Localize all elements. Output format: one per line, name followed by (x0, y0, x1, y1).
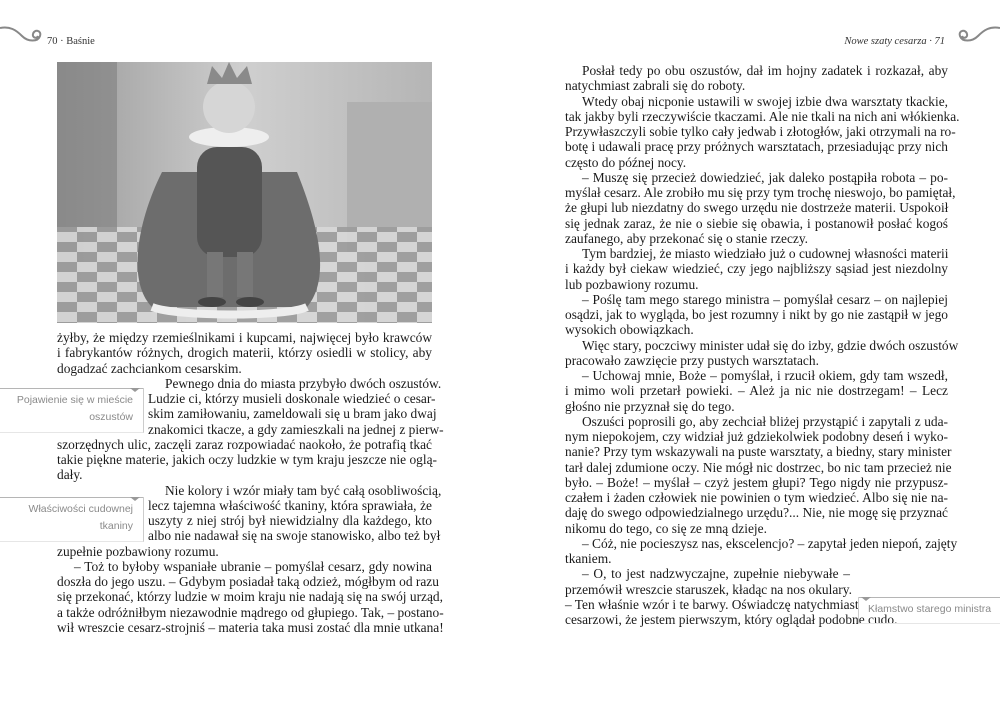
text-line: Tym bardziej, że miasto wiedziało już o cudownej własności materii (582, 246, 949, 261)
side-note-fabric-properties (0, 497, 144, 542)
text-line: nikomu do tego, co się ze mną dzieje. (565, 520, 767, 536)
text-line: i mimo woli przetarł powieki. – Ależ ja nic nie dostrzegam! – Lecz (565, 383, 948, 399)
text-line: nym niepokojem, czy widział już gdziekolwiek podobny deseń i wyko- (565, 429, 948, 444)
text-line: tak jakby byli rzeczywiście tkaczami. Ale nie tkali na nich ani włókienka. (565, 108, 960, 124)
text-line: natychmiast zabrali się do roboty. (565, 78, 746, 94)
text-line: Pewnego dnia do miasta przybyło dwóch oszustów. (165, 375, 442, 391)
text-line: Posłał tedy po obu oszustów, dał im hojny zadatek i rozkazał, aby (582, 63, 948, 78)
flourish-ornament-icon (954, 24, 1000, 50)
text-line: osądzi, jak to wygląda, bo jest rozumny i nikt by go nie zastąpił w jego (565, 307, 948, 322)
text-line: – Ten właśnie wzór i te barwy. Oświadczę natychmiast (565, 596, 859, 612)
text-line: było. – Boże! – myślał – czyż jestem głupi? Tego nigdy nie przypusz- (565, 474, 948, 490)
text-line: daję do swego odpowiedzialnego urzędu?... Nie, nie mogę się przyznać (565, 505, 948, 521)
text-line: Więc stary, poczciwy minister udał się do izby, gdzie dwóch oszustów (582, 337, 959, 353)
text-line: wysokich obowiązkach. (565, 322, 694, 338)
text-line: zupełnie pozbawiony rozumu. (57, 543, 219, 559)
running-header-left: 70 · Baśnie (47, 36, 95, 47)
running-header-right: Nowe szaty cesarza · 71 (844, 36, 945, 47)
text-line: a także odróżniłbym niezawodnie mądrego od głupiego. Tak, – postano- (57, 604, 444, 620)
text-line: – Poślę tam mego starego ministra – pomyślał cesarz – on najlepiej (582, 291, 948, 307)
text-line: cesarzowi, że jestem pierwszym, który oglądał podobne cudo. (565, 612, 898, 627)
text-line: takie piękne materie, jakich oczy ludzkie w tym kraju jeszcze nie oglą- (57, 452, 437, 467)
side-note-line: Pojawienie się w mieście (16, 394, 133, 406)
side-note-line: tkaniny (99, 520, 133, 532)
text-line: że głupi lub niezdatny do swego urzędu nie dostrzeże materii. Uspokoił (565, 200, 949, 216)
text-line: – O, to jest nadzwyczajne, zupełnie niebywałe – (582, 566, 850, 582)
right-page-text (565, 63, 960, 627)
left-page-text (57, 330, 444, 635)
text-line: uszyty z niej strój był niewidzialny dla każdego, kto (148, 513, 432, 528)
text-line: myślał cesarz. Ale zrobiło mu się przy tym trochę nieswojo, bo pamiętał, (565, 185, 956, 200)
text-line: dogadzać zachciankom cesarskim. (57, 360, 242, 376)
text-line: tarł dalej zdumione oczy. Nie mógł nic dostrzec, bo nic tam przecież nie (565, 459, 952, 475)
text-line: lub pozbawiony rozumu. (565, 276, 699, 292)
side-note-arrival-of-swindlers (0, 388, 144, 433)
side-note-minister-lie (858, 597, 1000, 624)
text-line: Przywłaszczyli sobie tylko cały jedwab i złotogłów, jaki otrzymali na ro- (565, 124, 956, 139)
text-line: Ludzie ci, którzy musieli doskonale wiedzieć o cesar- (148, 391, 436, 406)
text-line: znakomici tkacze, a gdy zamieszkali na jednej z pierw- (148, 421, 444, 437)
text-line: często do późnej nocy. (565, 154, 687, 170)
text-line: skim zamiłowaniu, zameldowali się u bram jako dwaj (148, 406, 437, 422)
text-line: nanie? Przy tym wskazywali na puste warsztaty, a biedny, stary minister (565, 444, 952, 460)
text-line: przemówił wreszcie staruszek, kładąc na nos okulary. (565, 581, 852, 597)
text-line: się przekonać, którzy ludzie w moim kraju nie nadają się na swój urząd, (57, 589, 443, 605)
side-note-line: Właściwości cudownej (28, 503, 133, 515)
text-line: głośno nie przyznał się do tego. (565, 398, 735, 414)
text-line: lecz tajemna właściwość tkaniny, która sprawiała, że (148, 497, 432, 513)
text-line: szorzędnych ulic, zaczęli zaraz rozpowiadać naokoło, że potrafią tkać (57, 436, 432, 452)
flourish-ornament-icon (0, 24, 46, 50)
text-line: Wtedy obaj nicponie ustawili w swojej izbie dwa warsztaty tkackie, (582, 93, 948, 109)
text-line: – Muszę się przecież dowiedzieć, jak daleko postąpiła robota – po- (582, 169, 948, 185)
text-line: i fabrykantów różnych, drogich materii, którzy osiedli w stolicy, aby (57, 345, 432, 361)
emperor-illustration (57, 62, 432, 323)
text-line: dały. (57, 467, 83, 483)
text-line: i każdy był ciekaw wiedzieć, czy jego najbliższy sąsiad jest niezdolny (565, 261, 948, 277)
text-line: Oszuści poprosili go, aby zechciał bliżej przystąpić i zapytali z uda- (582, 413, 948, 429)
text-line: – Toż to byłoby wspaniałe ubranie – pomyślał cesarz, gdy nowina (74, 558, 432, 574)
text-line: się jednak zaraz, że nie o siebie się obawia, i postanowił posłać kogoś (565, 215, 948, 231)
text-line: Nie kolory i wzór miały tam być całą osobliwością, (165, 482, 442, 498)
text-line: doszła do jego uszu. – Gdybym posiadał taką odzież, mógłbym od razu (57, 574, 439, 589)
text-line: żyłby, że między rzemieślnikami i kupcami, najwięcej było krawców (57, 330, 432, 345)
text-line: – Cóż, nie pocieszysz nas, ekscelencjo? – zapytał jeden niepoń, zajęty (582, 535, 958, 551)
text-line: zaufanego, aby przekonać się o stanie rzeczy. (565, 230, 809, 246)
text-line: pracowało zawzięcie przy pustych warsztatach. (565, 352, 819, 368)
text-line: tkaniem. (565, 551, 612, 566)
text-line: wił wreszcie cesarz-strojniś – materia taka musi zostać dla mnie utkana! (57, 619, 444, 635)
text-line: botę i udawali pracę przy próżnych warsztatach, przesiadując przy nich (565, 139, 948, 155)
side-note-line: Kłamstwo starego ministra (868, 603, 992, 615)
text-line: czałem i żaden człowiek nie powinien o tym wiedzieć. Albo się nie na- (565, 490, 948, 505)
text-line: – Uchowaj mnie, Boże – pomyślał, i rzucił okiem, gdy tam wszedł, (582, 368, 948, 383)
text-line: albo nie nadawał się na swoje stanowisko, albo też był (148, 528, 441, 544)
side-note-line: oszustów (89, 411, 133, 423)
